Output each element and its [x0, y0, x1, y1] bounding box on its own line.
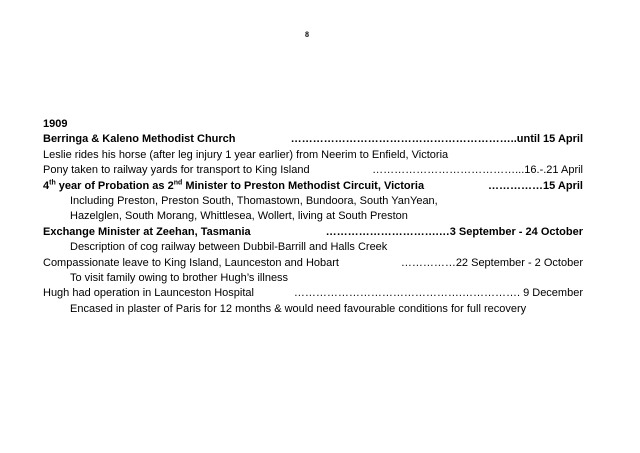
entry-probation-date: ……………15 April	[488, 179, 583, 192]
entry-exchange-date: ………………………….…3 September - 24 October	[325, 225, 583, 238]
entry-pony-date: …………………………………...16.-.21 April	[372, 164, 583, 177]
entry-pony	[43, 163, 583, 178]
document-body	[43, 117, 583, 317]
entry-hugh-operation	[43, 286, 583, 301]
entry-compassionate	[43, 256, 583, 271]
probation-rest: Minister to Preston Methodist Circuit, Victoria	[182, 179, 425, 192]
entry-berringa	[43, 132, 583, 147]
probation-prefix: 4	[43, 179, 50, 192]
entry-including-line1: Including Preston, Preston South, Thomastown, Bundoora, South YanYean,	[70, 195, 438, 208]
entry-probation	[43, 179, 583, 194]
entry-exchange-title: Exchange Minister at Zeehan, Tasmania	[43, 225, 251, 238]
entry-berringa-title: Berringa & Kaleno Methodist Church	[43, 133, 236, 146]
entry-compassionate-date: ……………22 September - 2 October	[400, 256, 583, 269]
year-heading: 1909	[43, 118, 68, 130]
entry-pony-title: Pony taken to railway yards for transport to King Island	[43, 164, 310, 177]
entry-hugh-operation-date: ……………………………………….……………. 9 December	[293, 287, 583, 300]
entry-compassionate-title: Compassionate leave to King Island, Launceston and Hobart	[43, 256, 339, 269]
page-number: 8	[305, 30, 309, 39]
entry-hugh-illness: To visit family owing to brother Hugh’s illness	[70, 272, 289, 285]
entry-cog-railway: Description of cog railway between Dubbil-Barrill and Halls Creek	[70, 241, 388, 254]
entry-exchange	[43, 225, 583, 240]
entry-plaster: Encased in plaster of Paris for 12 months & would need favourable conditions for full recovery	[70, 302, 527, 315]
probation-mid: year of Probation as 2	[55, 179, 174, 192]
entry-probation-title	[43, 179, 424, 194]
entry-hugh-operation-title: Hugh had operation in Launceston Hospital	[43, 287, 254, 300]
probation-sup-th: th	[49, 178, 56, 186]
probation-sup-nd: nd	[173, 178, 183, 186]
entry-leslie: Leslie rides his horse (after leg injury 1 year earlier) from Neerim to Enfield, Victoria	[43, 148, 449, 161]
entry-berringa-date: ……………………………………………………..until 15 April	[290, 133, 583, 146]
entry-including-line2: Hazelglen, South Morang, Whittlesea, Wollert, living at South Preston	[70, 210, 408, 223]
